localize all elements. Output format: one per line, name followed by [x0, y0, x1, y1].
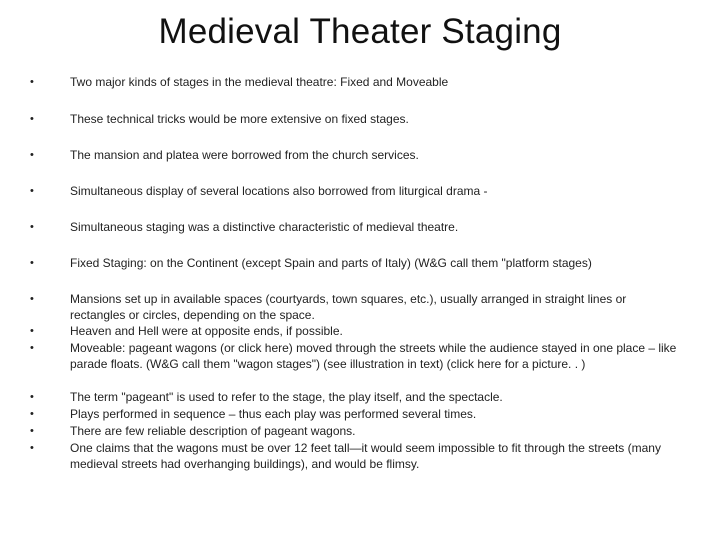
bullet-text: Two major kinds of stages in the medieval theatre: Fixed and Moveable	[70, 75, 449, 89]
bullet-marker: •	[30, 408, 34, 420]
bullet-marker: •	[30, 76, 34, 88]
bullet-marker: •	[30, 113, 34, 125]
bullet-marker: •	[30, 257, 34, 269]
bullet-text: One claims that the wagons must be over 12 feet tall—it would seem impossible to fit through the streets (many medieval streets had overhanging buildings), and would be flimsy.	[70, 441, 661, 472]
slide-title: Medieval Theater Staging	[158, 12, 562, 51]
bullet-marker: •	[30, 221, 34, 233]
bullet-marker: •	[30, 391, 34, 403]
bullet-text: These technical tricks would be more extensive on fixed stages.	[70, 112, 409, 126]
bullet-marker: •	[30, 325, 34, 337]
bullet-text: Simultaneous staging was a distinctive characteristic of medieval theatre.	[70, 220, 459, 234]
bullet-text: Simultaneous display of several locations also borrowed from liturgical drama -	[70, 184, 488, 198]
bullet-marker: •	[30, 149, 34, 161]
bullet-marker: •	[30, 425, 34, 437]
bullet-text: Plays performed in sequence – thus each play was performed several times.	[70, 407, 477, 421]
bullet-marker: •	[30, 185, 34, 197]
bullet-marker: •	[30, 442, 34, 454]
bullet-text: Heaven and Hell were at opposite ends, if possible.	[70, 324, 343, 338]
bullet-text: There are few reliable description of pageant wagons.	[70, 424, 356, 438]
bullet-text: Fixed Staging: on the Continent (except Spain and parts of Italy) (W&G call them "platform stages)	[70, 256, 592, 270]
bullet-text: The term "pageant" is used to refer to the stage, the play itself, and the spectacle.	[70, 390, 503, 404]
bullet-marker: •	[30, 293, 34, 305]
bullet-text: Mansions set up in available spaces (courtyards, town squares, etc.), usually arranged in straight lines or rectangles or circles, depending on the space.	[70, 292, 627, 323]
bullet-text: Moveable: pageant wagons (or click here) moved through the streets while the audience stayed in one place – like parade floats. (W&G call them "wagon stages") (see illustration in text) (click here for a picture. . )	[70, 341, 677, 372]
bullet-marker: •	[30, 342, 34, 354]
bullet-text: The mansion and platea were borrowed from the church services.	[70, 148, 419, 162]
